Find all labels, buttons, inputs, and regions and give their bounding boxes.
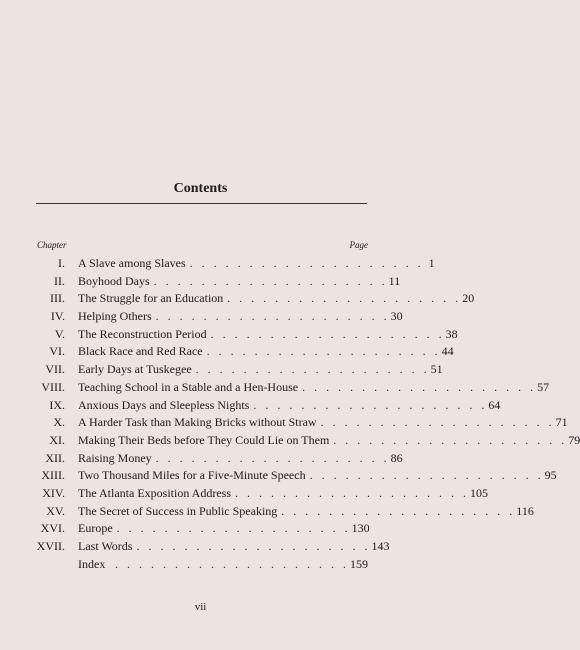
chapter-column-header: Chapter xyxy=(37,240,67,250)
chapter-number: VIII. xyxy=(41,379,65,394)
page-number: 116 xyxy=(516,503,534,518)
page-number: 57 xyxy=(537,379,550,394)
chapter-title: Raising Money xyxy=(78,450,152,465)
dot-leader: . . . . . . . . . . . . . . . . . . . . xyxy=(234,485,466,500)
dot-leader: . . . . . . . . . . . . . . . . . . . . xyxy=(206,344,438,359)
chapter-title: Black Race and Red Race xyxy=(78,344,203,359)
page-number: 143 xyxy=(371,539,390,553)
toc-row[interactable] xyxy=(0,308,401,326)
toc-row[interactable] xyxy=(0,520,401,538)
chapter-number: XIII. xyxy=(41,468,65,483)
chapter-number: V. xyxy=(54,326,65,341)
page-number: 130 xyxy=(351,521,370,536)
toc-entry xyxy=(78,255,435,273)
chapter-number: VI. xyxy=(49,344,65,359)
toc-entry xyxy=(78,450,403,468)
chapter-title: Two Thousand Miles for a Five-Minute Speech xyxy=(78,468,306,483)
toc-entry xyxy=(78,397,501,415)
chapter-title: Anxious Days and Sleepless Nights xyxy=(78,397,250,412)
toc-entry xyxy=(78,414,568,432)
toc-entry xyxy=(78,361,443,379)
page-number: 38 xyxy=(445,326,458,341)
toc-row[interactable] xyxy=(0,255,435,273)
page-number: 105 xyxy=(469,485,488,500)
dot-leader: . . . . . . . . . . . . . . . . . . . . xyxy=(333,432,565,447)
dot-leader: . . . . . . . . . . . . . . . . . . . . xyxy=(153,273,385,288)
chapter-number: IX. xyxy=(49,397,65,412)
page-number: 159 xyxy=(350,556,368,571)
chapter-title: A Harder Task than Making Bricks without Straw xyxy=(78,415,317,430)
toc-entry xyxy=(78,343,454,361)
toc-row[interactable] xyxy=(0,379,550,397)
chapter-number: VII. xyxy=(45,362,65,377)
page-number: 71 xyxy=(555,415,568,430)
dot-leader: . . . . . . . . . . . . . . . . . . . . xyxy=(116,521,348,536)
page-number: 11 xyxy=(388,273,401,288)
toc-entry xyxy=(78,273,401,291)
dot-leader: . . . . . . . . . . . . . . . . . . . . xyxy=(155,309,387,324)
toc-entry xyxy=(78,503,534,521)
toc-row[interactable] xyxy=(0,538,401,556)
chapter-number: XIV. xyxy=(42,485,65,500)
page-number: 44 xyxy=(441,344,454,359)
toc-entry xyxy=(78,520,368,538)
chapter-number: II. xyxy=(54,273,65,288)
dot-leader: . . . . . . . . . . . . . . . . . . . . xyxy=(253,397,485,412)
page-number: 51 xyxy=(430,362,443,377)
dot-leader: . . . . . . . . . . . . . . . . . . . . xyxy=(320,415,552,430)
chapter-number: III. xyxy=(50,291,65,306)
dot-leader: . . . . . . . . . . . . . . . . . . . . xyxy=(115,556,346,571)
toc-row[interactable] xyxy=(0,343,454,361)
dot-leader: . . . . . . . . . . . . . . . . . . . . xyxy=(302,379,534,394)
table-of-contents xyxy=(0,255,580,573)
toc-row[interactable] xyxy=(0,450,401,468)
chapter-number: XVII. xyxy=(36,539,65,553)
page-number: 86 xyxy=(390,450,403,465)
dot-leader: . . . . . . . . . . . . . . . . . . . . xyxy=(210,326,442,341)
page-number: 20 xyxy=(462,291,475,306)
dot-leader: . . . . . . . . . . . . . . . . . . . . xyxy=(189,256,421,270)
chapter-title: The Reconstruction Period xyxy=(78,326,207,341)
page-number: 64 xyxy=(488,397,501,412)
toc-row[interactable] xyxy=(0,414,568,432)
chapter-title: Europe xyxy=(78,521,113,536)
toc-row[interactable] xyxy=(0,290,475,308)
toc-entry xyxy=(78,326,458,344)
chapter-number: XVI. xyxy=(40,521,65,536)
toc-row[interactable] xyxy=(0,467,557,485)
chapter-title: Making Their Beds before They Could Lie on Them xyxy=(78,432,330,447)
page-number: 79 xyxy=(568,432,580,447)
toc-row[interactable] xyxy=(0,361,443,379)
chapter-number: XV. xyxy=(46,503,65,518)
chapter-title: The Secret of Success in Public Speaking xyxy=(78,503,278,518)
chapter-title: Teaching School in a Stable and a Hen-House xyxy=(78,379,299,394)
page-number: 30 xyxy=(390,309,403,324)
chapter-title: Last Words xyxy=(78,539,133,553)
dot-leader: . . . . . . . . . . . . . . . . . . . . xyxy=(155,450,387,465)
toc-row[interactable] xyxy=(0,273,401,291)
chapter-number: XII. xyxy=(45,450,65,465)
toc-entry xyxy=(78,290,475,308)
page-number: 1 xyxy=(428,256,435,270)
chapter-number: XI. xyxy=(49,432,65,447)
title-rule xyxy=(36,203,367,204)
toc-entry xyxy=(78,538,390,556)
dot-leader: . . . . . . . . . . . . . . . . . . . . xyxy=(281,503,513,518)
chapter-number: I. xyxy=(58,256,65,270)
chapter-title: Boyhood Days xyxy=(78,273,150,288)
toc-entry xyxy=(78,379,550,397)
chapter-number: X. xyxy=(53,415,65,430)
page-column-header: Page xyxy=(349,240,368,250)
dot-leader: . . . . . . . . . . . . . . . . . . . . xyxy=(227,291,459,306)
toc-row[interactable] xyxy=(0,556,401,574)
toc-entry xyxy=(78,556,368,574)
chapter-title: A Slave among Slaves xyxy=(78,256,186,270)
toc-row[interactable] xyxy=(0,503,534,521)
chapter-title: The Atlanta Exposition Address xyxy=(78,485,231,500)
toc-entry xyxy=(78,432,580,450)
page-title: Contents xyxy=(173,181,228,196)
toc-row[interactable] xyxy=(0,432,580,450)
chapter-title: The Struggle for an Education xyxy=(78,291,224,306)
toc-entry xyxy=(78,485,488,503)
chapter-title: Helping Others xyxy=(78,309,152,324)
dot-leader: . . . . . . . . . . . . . . . . . . . . xyxy=(309,468,541,483)
toc-row[interactable] xyxy=(0,326,458,344)
toc-row[interactable] xyxy=(0,397,501,415)
dot-leader: . . . . . . . . . . . . . . . . . . . . xyxy=(195,362,427,377)
page-number: 95 xyxy=(544,468,557,483)
toc-entry xyxy=(78,308,403,326)
toc-row[interactable] xyxy=(0,485,488,503)
chapter-number: IV. xyxy=(50,309,65,324)
chapter-title: Early Days at Tuskegee xyxy=(78,362,192,377)
toc-entry xyxy=(78,467,557,485)
page-folio: vii xyxy=(194,601,207,613)
chapter-title: Index xyxy=(78,556,106,571)
dot-leader: . . . . . . . . . . . . . . . . . . . . xyxy=(136,539,368,553)
